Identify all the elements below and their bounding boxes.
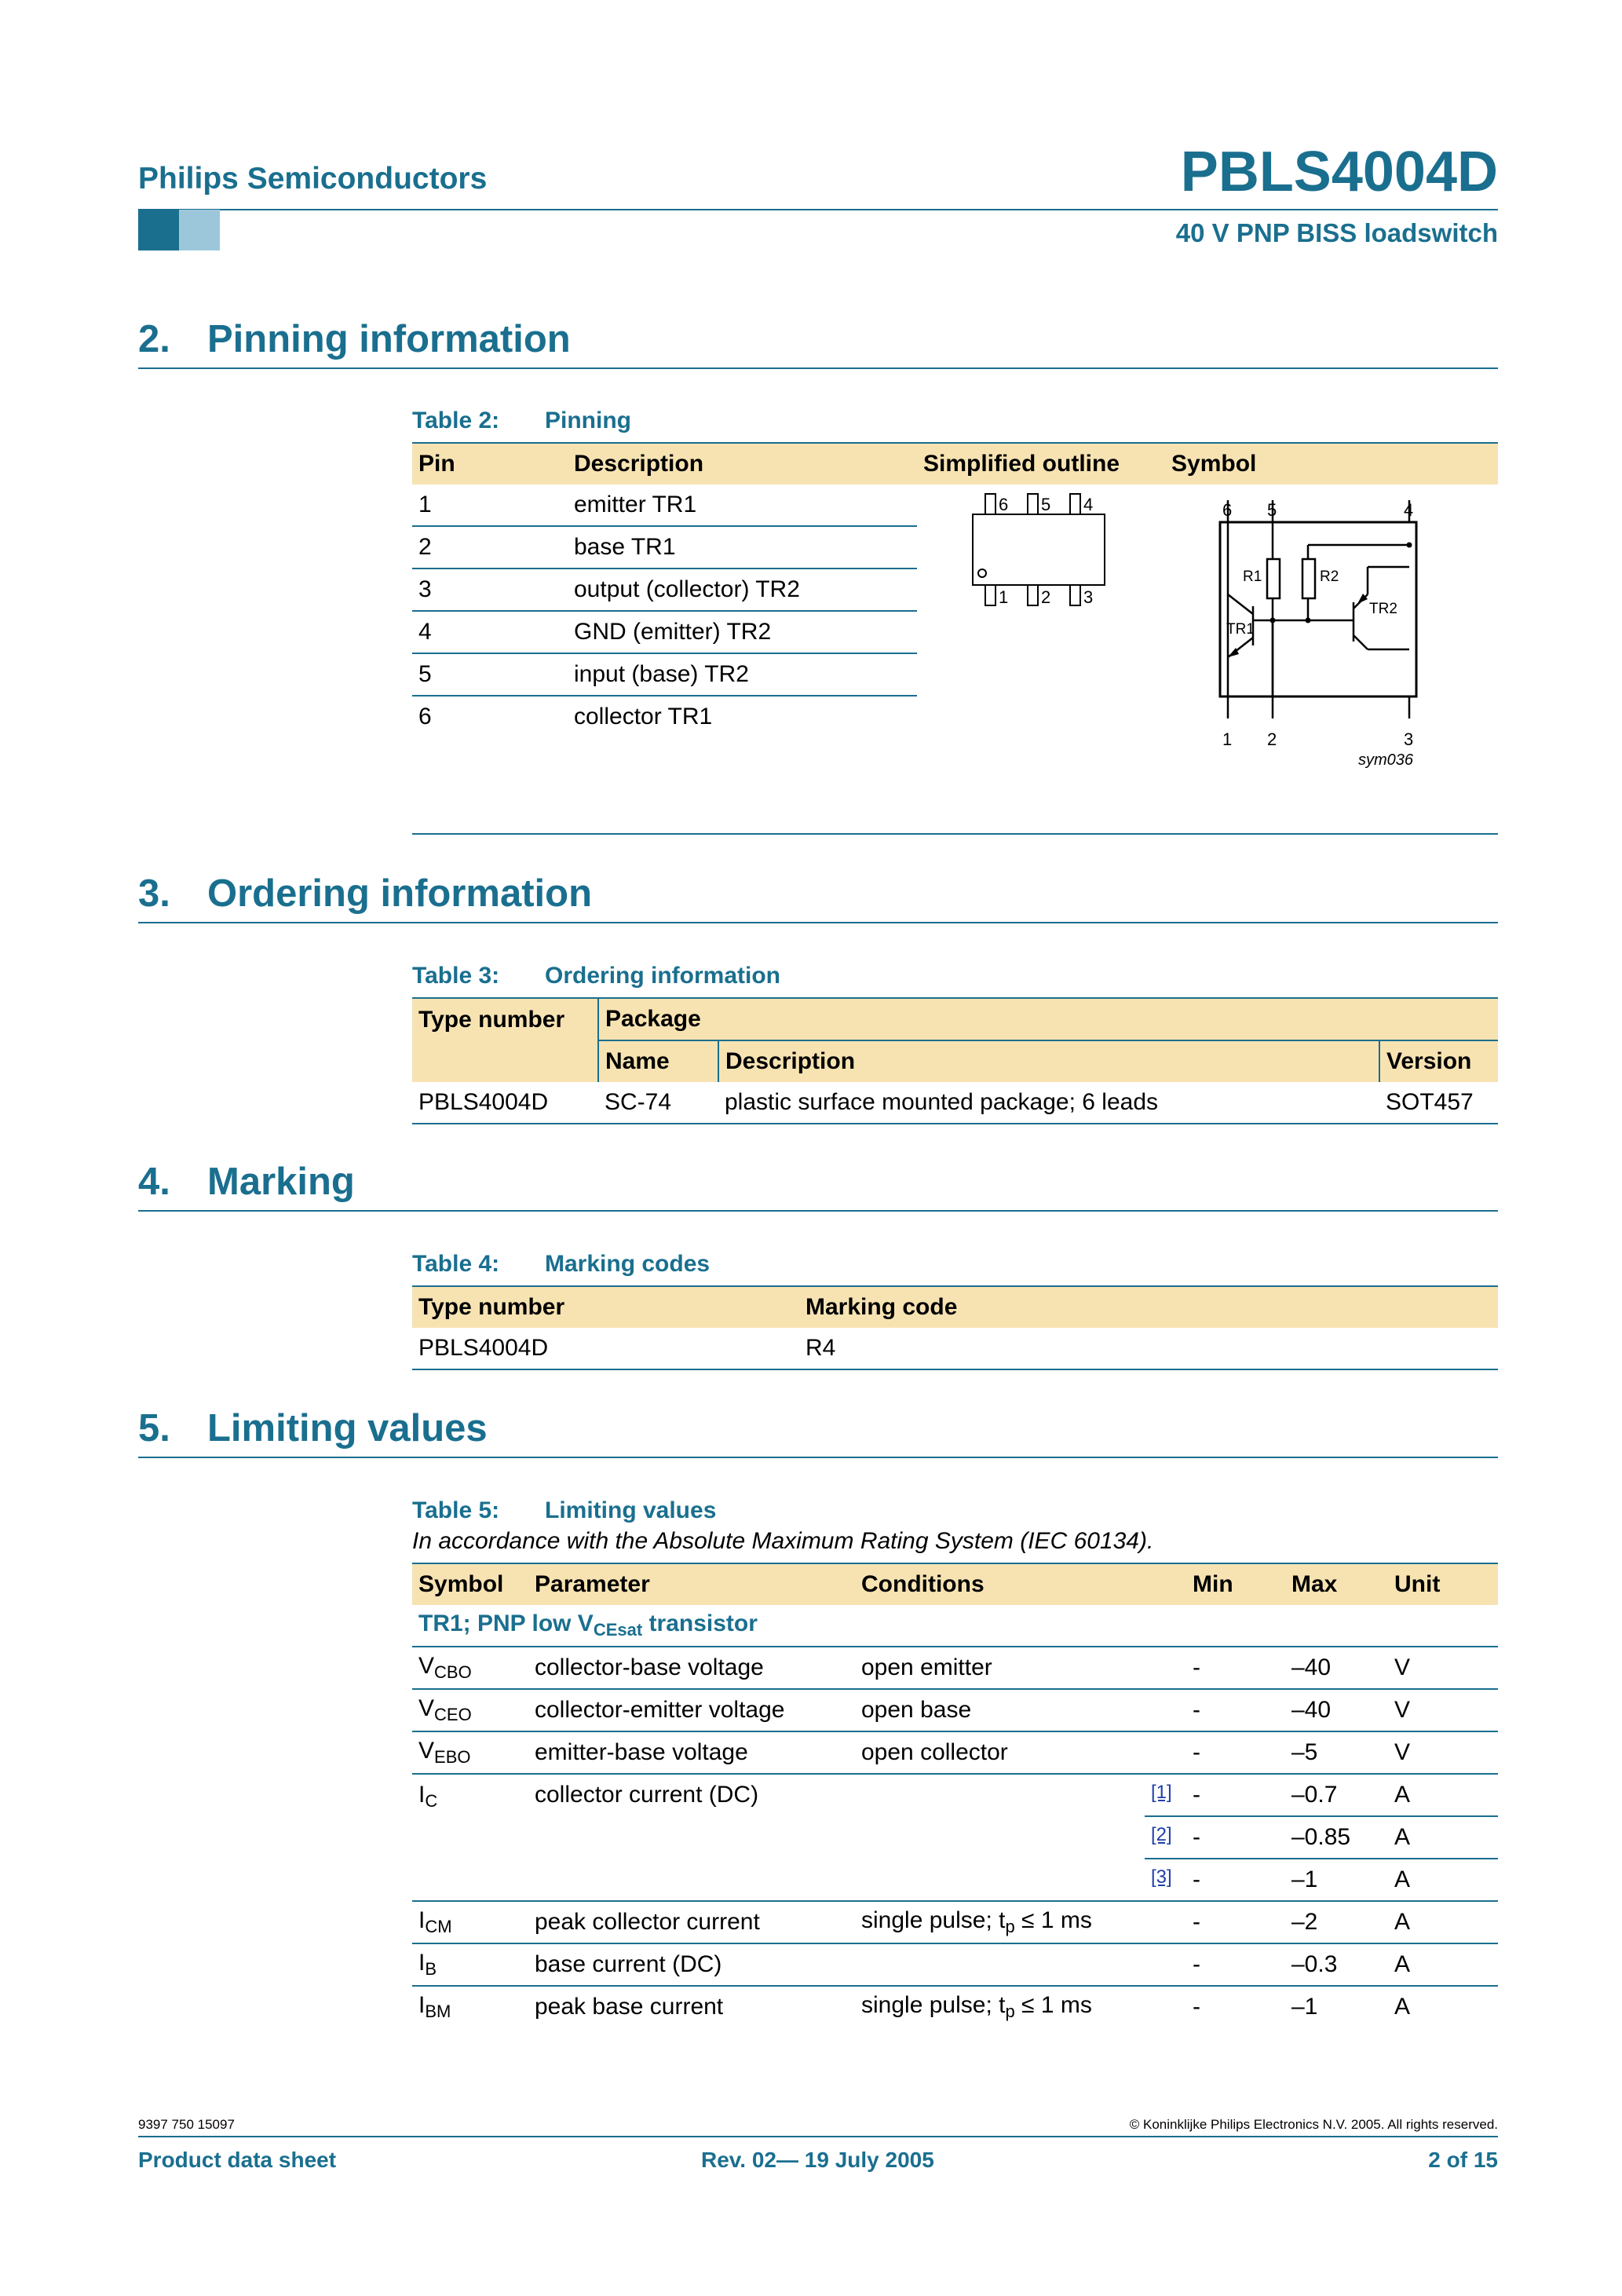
table-row [412, 1986, 1498, 2027]
footnote-ref-link[interactable]: [1] [1151, 1782, 1172, 1803]
tr1-label: TR1 [1226, 621, 1255, 638]
parameter-cell: base current (DC) [528, 1943, 855, 1986]
symbol-pin-label: 4 [1404, 500, 1414, 520]
tr2-label: TR2 [1369, 601, 1397, 617]
header-max: Max [1285, 1563, 1388, 1605]
document-number: 9397 750 15097 [138, 2117, 235, 2132]
table-row [412, 1943, 1498, 1986]
max-cell: –0.3 [1285, 1943, 1388, 1986]
copyright-notice: © Koninklijke Philips Electronics N.V. 2005. All rights reserved. [1129, 2117, 1498, 2132]
parameter-cell: peak base current [535, 1994, 724, 2020]
table-caption [412, 1497, 716, 1524]
symbol-subscript: CEO [434, 1705, 472, 1724]
junction-dot [1306, 618, 1311, 623]
description-cell: plastic surface mounted package; 6 leads [718, 1082, 1379, 1124]
section-rule [138, 1210, 1498, 1212]
table-caption [412, 1251, 710, 1278]
pin-cell: 4 [412, 611, 568, 653]
symbol-subscript: B [425, 1959, 437, 1979]
symbol-cell [412, 1731, 528, 1774]
table-header-row [412, 998, 1498, 1040]
symbol-subscript: BM [425, 2002, 451, 2021]
lead-4 [1070, 494, 1080, 514]
lead-1 [985, 585, 995, 605]
table-note: In accordance with the Absolute Maximum Rating System (IEC 60134). [412, 1528, 1154, 1554]
package-body [973, 514, 1105, 585]
outline-pin-label: 1 [999, 587, 1009, 607]
table-row [412, 1731, 1498, 1774]
min-cell: - [1186, 1943, 1285, 1986]
min-cell: - [1186, 1731, 1285, 1774]
subheading-cell [412, 1605, 1498, 1647]
max-cell: –2 [1285, 1901, 1388, 1943]
brand-square-dark [138, 210, 179, 250]
company-name: Philips Semiconductors [138, 162, 488, 196]
symbol-letter: V [418, 1653, 435, 1679]
conditions-subscript: p [1005, 1917, 1015, 1936]
table-row [412, 1328, 1498, 1369]
product-number: PBLS4004D [1180, 141, 1498, 203]
description-cell: base TR1 [568, 526, 917, 569]
table-row [412, 1689, 1498, 1731]
unit-cell: A [1388, 1859, 1498, 1901]
circuit-symbol-drawing [1165, 484, 1498, 846]
symbol-cell [412, 1901, 528, 1943]
unit-cell: V [1388, 1731, 1498, 1774]
section-title: Ordering information [207, 872, 592, 915]
min-cell: - [1186, 1859, 1285, 1901]
table-label: Table 2: [412, 408, 500, 433]
section-number: 4. [138, 1161, 170, 1203]
symbol-pin-label: 2 [1267, 729, 1277, 749]
symbol-cell [1165, 484, 1498, 769]
header-type-number: Type number [412, 998, 598, 1082]
symbol-subscript: CBO [434, 1662, 472, 1682]
table-header-row [412, 443, 1498, 484]
symbol-letter: I [418, 1992, 426, 2018]
subheading-text: transistor [642, 1610, 758, 1636]
description-cell: emitter TR1 [568, 484, 917, 526]
parameter-cell [528, 1774, 855, 1901]
type-number-cell: PBLS4004D [412, 1328, 799, 1369]
table-label: Table 3: [412, 963, 500, 989]
min-cell: - [1186, 1689, 1285, 1731]
symbol-letter: I [418, 1907, 426, 1933]
max-cell: –40 [1285, 1647, 1388, 1689]
unit-cell: V [1388, 1689, 1498, 1731]
table-bottom-rule [412, 833, 1498, 835]
parameter-cell: collector-emitter voltage [528, 1689, 855, 1731]
parameter-cell: peak collector current [528, 1901, 855, 1943]
header-pin: Pin [412, 443, 568, 484]
section-number: 3. [138, 872, 170, 915]
symbol-letter: V [418, 1738, 435, 1764]
junction-dot [1270, 618, 1276, 623]
unit-cell: A [1388, 1901, 1498, 1943]
ref-cell [1145, 1816, 1186, 1859]
max-cell: –1 [1291, 1994, 1318, 2020]
marking-table [412, 1285, 1498, 1370]
name-cell: SC-74 [598, 1082, 718, 1124]
symbol-pin-label: 6 [1222, 500, 1233, 520]
header-min: Min [1186, 1563, 1285, 1605]
symbol-subscript: C [425, 1791, 438, 1811]
unit-cell: A [1388, 1774, 1498, 1816]
symbol-subscript: EBO [434, 1747, 471, 1767]
max-cell: –5 [1285, 1731, 1388, 1774]
table-row [412, 1774, 1498, 1816]
table-row [412, 1082, 1498, 1124]
limiting-values-table [412, 1563, 1498, 2027]
table-row [412, 484, 1498, 526]
symbol-cell [412, 1986, 528, 2027]
symbol-cell [412, 1689, 528, 1731]
table-row [412, 1901, 1498, 1943]
min-cell: - [1186, 1901, 1285, 1943]
section-heading-marking [138, 1160, 355, 1204]
min-cell: - [1186, 1816, 1285, 1859]
section-rule [138, 922, 1498, 923]
conditions-cell: open emitter [855, 1647, 1186, 1689]
footnote-ref-link[interactable]: [3] [1151, 1866, 1172, 1888]
header-symbol: Symbol [412, 1563, 528, 1605]
header-unit: Unit [1388, 1563, 1498, 1605]
max-cell: –0.85 [1285, 1816, 1388, 1859]
ref-cell [1145, 1859, 1186, 1901]
table-header-row [412, 1563, 1498, 1605]
junction-dot [1407, 543, 1412, 548]
header-description: Description [718, 1040, 1379, 1082]
symbol-code: sym036 [1358, 751, 1414, 769]
header-symbol: Symbol [1165, 443, 1498, 484]
footer-rule [138, 2136, 1498, 2137]
table-row [412, 1647, 1498, 1689]
header-type-number: Type number [412, 1286, 799, 1328]
conditions-text: single pulse; t [861, 1992, 1006, 2018]
symbol-pin-label: 1 [1222, 729, 1233, 749]
symbol-subscript: CM [425, 1917, 452, 1936]
conditions-text: ≤ 1 ms [1014, 1992, 1092, 2018]
section-rule [138, 367, 1498, 369]
section-rule [138, 1457, 1498, 1458]
header-package: Package [598, 998, 1498, 1040]
pin1-dot [978, 569, 986, 577]
ref-cell [1145, 1774, 1186, 1816]
conditions-cell: open collector [855, 1731, 1186, 1774]
unit-cell: V [1388, 1647, 1498, 1689]
footnote-ref-link[interactable]: [2] [1151, 1824, 1172, 1845]
min-cell: - [1186, 1774, 1285, 1816]
header-parameter: Parameter [528, 1563, 855, 1605]
subheading-subscript: CEsat [593, 1620, 643, 1640]
outline-cell [917, 484, 1165, 737]
header-description: Description [568, 443, 917, 484]
symbol-pin-label: 5 [1267, 500, 1277, 520]
header-marking-code: Marking code [799, 1286, 1498, 1328]
parameter-cell: emitter-base voltage [528, 1731, 855, 1774]
subheading-text: TR1; PNP low V [418, 1610, 594, 1636]
symbol-cell [412, 1774, 528, 1901]
symbol-cell [412, 1943, 528, 1986]
conditions-text: ≤ 1 ms [1014, 1907, 1092, 1933]
version-cell: SOT457 [1379, 1082, 1498, 1124]
footer-revision: Rev. 02— 19 July 2005 [701, 2148, 934, 2172]
r1-label: R1 [1243, 569, 1262, 585]
section-number: 5. [138, 1407, 170, 1450]
conditions-cell [855, 1774, 1145, 1901]
table-title: Limiting values [545, 1497, 717, 1523]
outline-pin-label: 5 [1041, 495, 1051, 514]
outline-pin-label: 4 [1083, 495, 1094, 514]
symbol-pin-label: 3 [1404, 729, 1414, 749]
description-cell: input (base) TR2 [568, 653, 917, 696]
product-subtitle: 40 V PNP BISS loadswitch [1175, 218, 1498, 247]
unit-cell: A [1388, 1816, 1498, 1859]
outline-pin-label: 2 [1041, 587, 1051, 607]
description-cell: output (collector) TR2 [568, 569, 917, 611]
header-name: Name [598, 1040, 718, 1082]
lead-3 [1070, 585, 1080, 605]
conditions-text: single pulse; t [861, 1907, 1006, 1933]
table-title: Marking codes [545, 1251, 711, 1277]
section-heading-pinning [138, 317, 571, 361]
outline-pin-label: 3 [1083, 587, 1094, 607]
unit-cell: A [1394, 1994, 1411, 2020]
header-rule [138, 209, 1498, 210]
type-number-cell: PBLS4004D [412, 1082, 598, 1124]
unit-cell: A [1388, 1943, 1498, 1986]
header-version: Version [1379, 1040, 1498, 1082]
max-cell: –40 [1285, 1689, 1388, 1731]
table-label: Table 5: [412, 1497, 500, 1523]
parameter-text: collector current (DC) [535, 1782, 759, 1808]
pin-cell: 3 [412, 569, 568, 611]
conditions-cell: open base [855, 1689, 1186, 1731]
page-number: 2 of 15 [1428, 2148, 1498, 2172]
section-title: Marking [207, 1161, 355, 1203]
min-cell: - [1186, 1647, 1285, 1689]
parameter-cell: collector-base voltage [528, 1647, 855, 1689]
ordering-table [412, 997, 1498, 1124]
section-heading-limiting [138, 1406, 488, 1450]
pin-cell: 2 [412, 526, 568, 569]
section-number: 2. [138, 318, 170, 360]
lead-6 [985, 494, 995, 514]
package-outline-drawing [917, 484, 1165, 729]
brand-square-light [179, 210, 220, 250]
description-cell: GND (emitter) TR2 [568, 611, 917, 653]
header-outline: Simplified outline [917, 443, 1165, 484]
table-caption [412, 408, 631, 434]
max-cell: –0.7 [1285, 1774, 1388, 1816]
table-subheading-row [412, 1605, 1498, 1647]
footer-doc-type: Product data sheet [138, 2148, 337, 2172]
pin-cell: 6 [418, 704, 432, 729]
symbol-letter: I [418, 1782, 426, 1808]
lead-5 [1028, 494, 1038, 514]
max-cell: –1 [1285, 1859, 1388, 1901]
table-label: Table 4: [412, 1251, 500, 1277]
pin-cell: 1 [412, 484, 568, 526]
r2-label: R2 [1320, 569, 1339, 585]
conditions-cell [855, 1901, 1186, 1943]
table-title: Ordering information [545, 963, 780, 989]
table-title: Pinning [545, 408, 631, 433]
symbol-letter: I [418, 1950, 426, 1976]
pinning-table [412, 442, 1498, 769]
pin-cell: 5 [412, 653, 568, 696]
conditions-subscript: p [1005, 2002, 1015, 2021]
min-cell: - [1193, 1994, 1200, 2020]
table-caption [412, 963, 780, 989]
outline-pin-label: 6 [999, 495, 1009, 514]
description-cell: collector TR1 [574, 704, 713, 729]
conditions-cell [855, 1986, 1186, 2027]
section-title: Pinning information [207, 318, 571, 360]
section-heading-ordering [138, 872, 592, 916]
table-header-row [412, 1286, 1498, 1328]
marking-code-cell: R4 [799, 1328, 1498, 1369]
symbol-letter: V [418, 1695, 435, 1721]
header-conditions: Conditions [855, 1563, 1186, 1605]
section-title: Limiting values [207, 1407, 488, 1450]
lead-2 [1028, 585, 1038, 605]
symbol-cell [412, 1647, 528, 1689]
conditions-cell [855, 1943, 1186, 1986]
